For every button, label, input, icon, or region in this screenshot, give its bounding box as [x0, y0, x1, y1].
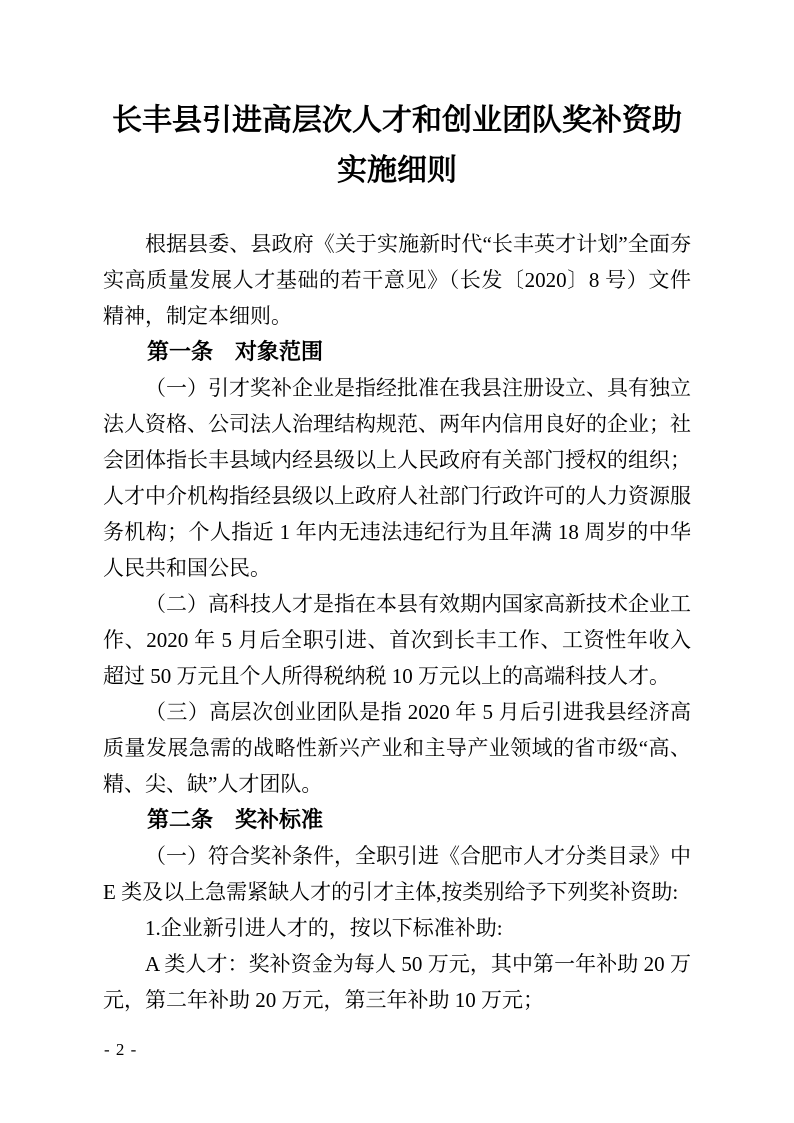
- document-title-line-2: 实施细则: [337, 154, 457, 187]
- heading-article-2: 第二条 奖补标准: [147, 807, 324, 832]
- page-number: - 2 -: [104, 1040, 138, 1059]
- paragraph-article-2-subitem-1: 1.企业新引进人才的，按以下标准补助:: [145, 916, 503, 940]
- paragraph-article-1-item-2: （二）高科技人才是指在本县有效期内国家高新技术企业工作、2020 年 5 月后全职引进、首次到长丰工作、工资性年收入超过 50 万元且个人所得税纳税 10 万元以上的高端科技人才。: [103, 592, 691, 688]
- document-title-line-1: 长丰县引进高层次人才和创业团队奖补资助: [112, 104, 682, 137]
- document-title: [60, 96, 734, 196]
- heading-article-1: 第一条 对象范围: [147, 339, 324, 364]
- document-body: [103, 226, 691, 1018]
- paragraph-article-1-item-1: （一）引才奖补企业是指经批准在我县注册设立、具有独立法人资格、公司法人治理结构规范、两年内信用良好的企业；社会团体指长丰县域内经县级以上人民政府有关部门授权的组织；人才中介机构指经县级以上政府人社部门行政许可的人力资源服务机构；个人指近 1 年内无违法违纪行为且年满 18 周岁的中华人民共和国公民。: [103, 376, 691, 580]
- paragraph-article-2-item-1: （一）符合奖补条件，全职引进《合肥市人才分类目录》中 E 类及以上急需紧缺人才的引才主体,按类别给予下列奖补资助:: [103, 844, 691, 904]
- paragraph-article-1-item-3: （三）高层次创业团队是指 2020 年 5 月后引进我县经济高质量发展急需的战略性新兴产业和主导产业领域的省市级“高、精、尖、缺”人才团队。: [103, 700, 691, 796]
- paragraph-intro: 根据县委、县政府《关于实施新时代“长丰英才计划”全面夯实高质量发展人才基础的若干意见》（长发〔2020〕8 号）文件精神，制定本细则。: [103, 232, 691, 328]
- paragraph-article-2-class-a: A 类人才：奖补资金为每人 50 万元，其中第一年补助 20 万元，第二年补助 20 万元，第三年补助 10 万元；: [103, 952, 691, 1012]
